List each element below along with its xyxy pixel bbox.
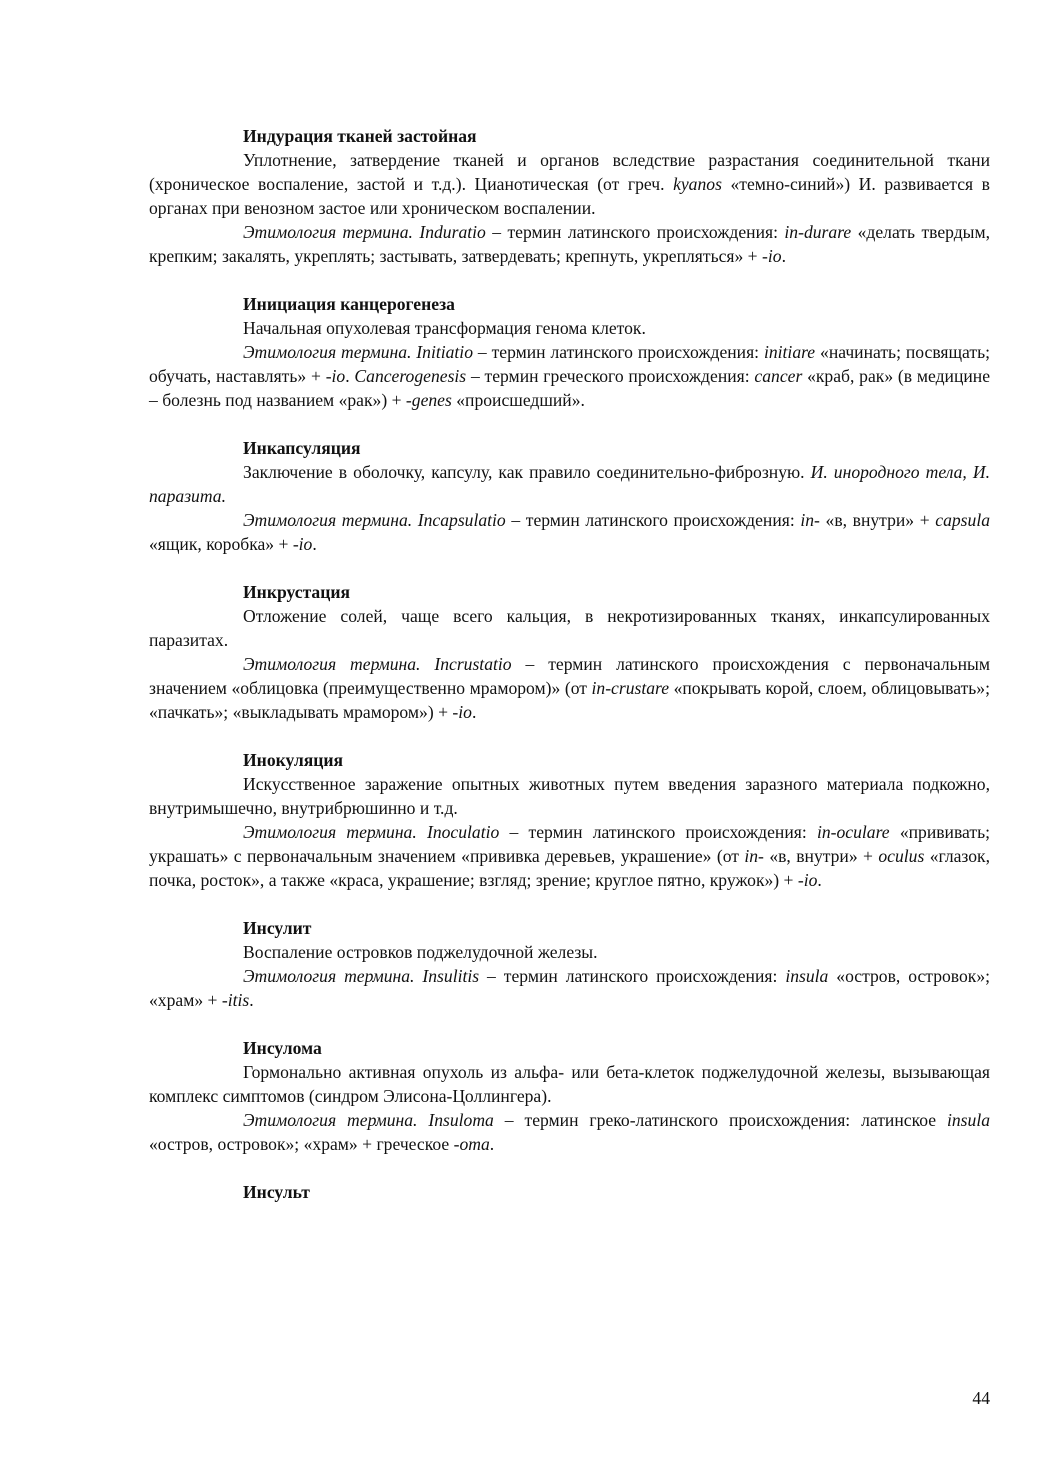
text-run: – термин греко-латинского происхождения: латинское <box>493 1110 947 1130</box>
italic-run: kyanos <box>673 174 722 194</box>
italic-run: in-durare <box>784 222 852 242</box>
dictionary-entry <box>149 916 990 1012</box>
text-run: Воспаление островков поджелудочной железы. <box>243 942 598 962</box>
text-run: Заключение в оболочку, капсулу, как правило соединительно-фиброзную. <box>243 462 811 482</box>
italic-run: -itis <box>221 990 250 1010</box>
text-run: «остров, островок»; «храм» + <box>149 966 991 1010</box>
entry-term: Инкрустация <box>243 582 351 602</box>
text-run: «глазок, почка, росток», а также «краса, украшение; взгляд; зрение; круглое пятно, кружок») + <box>149 846 991 890</box>
italic-run: in- <box>800 510 820 530</box>
dictionary-entry <box>149 124 990 268</box>
italic-run: -io <box>452 702 472 722</box>
italic-run: -genes <box>405 390 452 410</box>
italic-run: insula <box>785 966 829 986</box>
text-run: . <box>817 870 822 890</box>
text-run: «начинать; посвящать; обучать, наставлять» + <box>149 342 990 386</box>
dictionary-entry <box>149 436 990 556</box>
text-run: «в, внутри» + <box>763 846 879 866</box>
text-run: «краб, рак» (в медицине – болезнь под названием «рак») + <box>149 366 990 410</box>
italic-run: insula <box>946 1110 990 1130</box>
italic-run: Этимология термина. Insuloma <box>243 1110 494 1130</box>
text-run: . <box>249 990 254 1010</box>
entry-term: Инициация канцерогенеза <box>243 294 455 314</box>
text-run: Гормонально активная опухоль из альфа- или бета-клеток поджелудочной железы, вызывающая комплекс симптомов (синдром Элисона-Цоллингера). <box>149 1062 990 1106</box>
text-run: «делать твердым, крепким; закалять, укреплять; застывать, затвердевать; крепнуть, укрепляться» + <box>149 222 991 266</box>
text-run: «покрывать корой, слоем, облицовывать»; «пачкать»; «выкладывать мрамором») + <box>149 678 990 722</box>
italic-run: Этимология термина. Inoculatio <box>243 822 500 842</box>
italic-run: cancer <box>754 366 803 386</box>
italic-run: in-oculare <box>816 822 890 842</box>
text-run: Искусственное заражение опытных животных путем введения заразного материала подкожно, внутримышечно, внутрибрюшинно и т.д. <box>149 774 990 818</box>
italic-run: Этимология термина. Incapsulatio <box>243 510 506 530</box>
dictionary-entry <box>149 292 990 412</box>
entry-term: Инкапсуляция <box>243 438 361 458</box>
italic-run: oculus <box>878 846 925 866</box>
text-run: «происшедший». <box>451 390 585 410</box>
dictionary-entry <box>149 580 990 724</box>
italic-run: Этимология термина. Incrustatio <box>243 654 512 674</box>
italic-run: Этимология термина. Initiatio <box>243 342 473 362</box>
entry-definition <box>149 316 990 340</box>
entry-definition <box>149 148 990 220</box>
italic-run: -oma <box>453 1134 490 1154</box>
dictionary-entry <box>149 1180 990 1204</box>
italic-run: in-crustare <box>591 678 670 698</box>
italic-run: Этимология термина. Induratio <box>243 222 486 242</box>
entry-etymology <box>149 964 990 1012</box>
italic-run: -io <box>797 870 818 890</box>
dictionary-entry <box>149 748 990 892</box>
entry-term: Инсулит <box>243 918 312 938</box>
text-run: – термин латинского происхождения: <box>499 822 817 842</box>
page-number: 44 <box>972 1388 990 1408</box>
entry-term: Индурация тканей застойная <box>243 126 477 146</box>
text-run: – термин латинского происхождения: <box>505 510 801 530</box>
text-run: – термин латинского происхождения: <box>479 966 786 986</box>
text-run: . <box>471 702 477 722</box>
text-run: Начальная опухолевая трансформация генома клеток. <box>243 318 646 338</box>
entry-etymology <box>149 1108 990 1156</box>
entry-definition <box>149 940 990 964</box>
text-run: «в, внутри» + <box>819 510 936 530</box>
entry-term: Инокуляция <box>243 750 344 770</box>
entry-etymology <box>149 652 990 724</box>
entry-term: Инсулома <box>243 1038 322 1058</box>
entry-etymology <box>149 340 990 412</box>
text-run: «прививать; украшать» с первоначальным значением «прививка деревьев, украшение» (от <box>149 822 991 866</box>
italic-run: -io <box>762 246 782 266</box>
italic-run: -io <box>292 534 313 554</box>
entry-definition <box>149 460 990 508</box>
text-run: – термин латинского происхождения: <box>485 222 785 242</box>
italic-run: in- <box>744 846 764 866</box>
text-run: Уплотнение, затвердение тканей и органов вследствие разрастания соединительной ткани (хроническое воспаление, застой и т.д.). Цианотическая (от греч. <box>149 150 990 194</box>
entry-etymology <box>149 508 990 556</box>
text-run: . <box>781 246 786 266</box>
entry-definition <box>149 604 990 652</box>
italic-run: И. инородного тела, И. паразита. <box>149 462 990 506</box>
dictionary-entry <box>149 1036 990 1156</box>
entry-etymology <box>149 220 990 268</box>
text-run: Отложение солей, чаще всего кальция, в некротизированных тканях, инкапсулированных паразитах. <box>149 606 990 650</box>
entry-term: Инсульт <box>243 1182 310 1202</box>
italic-run: Cancerogenesis <box>354 366 467 386</box>
text-run: «остров, островок»; «храм» + греческое <box>149 1134 454 1154</box>
entry-definition <box>149 772 990 820</box>
text-run: «темно-синий») И. развивается в органах при венозном застое или хроническом воспалении. <box>149 174 990 218</box>
italic-run: -io <box>325 366 346 386</box>
text-run: . <box>345 366 355 386</box>
text-run: – термин латинского происхождения: <box>473 342 764 362</box>
text-run: «ящик, коробка» + <box>149 534 293 554</box>
text-run: – термин греческого происхождения: <box>466 366 755 386</box>
italic-run: capsula <box>935 510 991 530</box>
italic-run: Этимология термина. Insulitis <box>243 966 480 986</box>
italic-run: initiare <box>763 342 816 362</box>
entry-etymology <box>149 820 990 892</box>
text-run: . <box>312 534 317 554</box>
entry-definition <box>149 1060 990 1108</box>
dictionary-entries <box>149 124 990 1228</box>
text-run: – термин латинского происхождения с первоначальным значением «облицовка (преимущественно мрамором)» (от <box>149 654 991 698</box>
text-run: . <box>489 1134 495 1154</box>
